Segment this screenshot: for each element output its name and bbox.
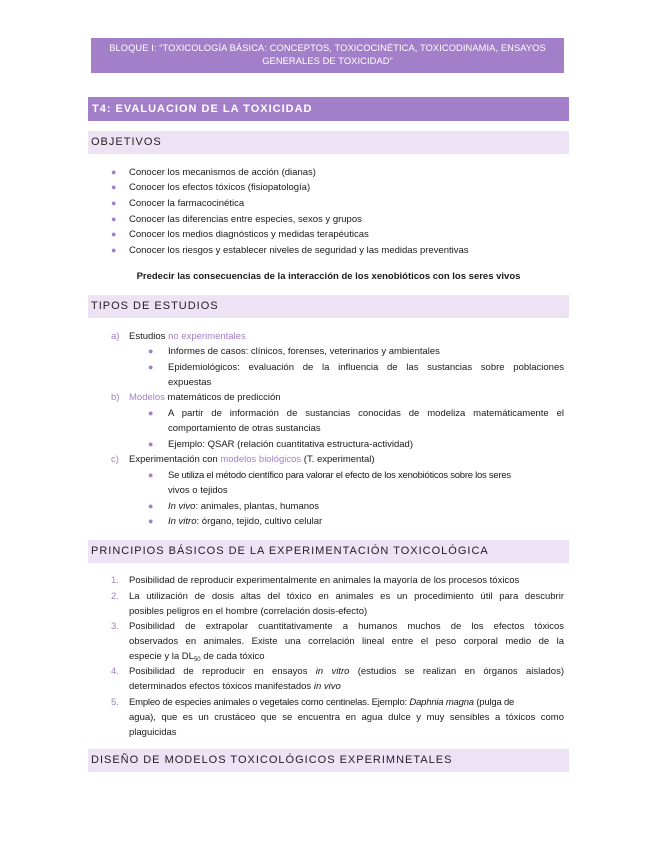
bullet-icon: ●: [111, 229, 117, 239]
principle-item: Posibilidad de reproducir experimentalmente en animales la mayoría de los procesos tóxicos: [129, 575, 520, 586]
list-marker-c: c): [111, 454, 119, 465]
principle-item: La utilización de dosis altas del tóxico en animales es un procedimiento útil para descubrir: [129, 591, 564, 602]
list-item: Conocer los riesgos y establecer niveles de seguridad y las medidas preventivas: [129, 245, 469, 256]
highlight-text: no experimentales: [168, 331, 246, 342]
sub-item: Informes de casos: clínicos, forenses, veterinarios y ambientales: [168, 346, 440, 357]
section-heading-objetivos: OBJETIVOS: [88, 131, 569, 154]
sub-item-cont: vivos o tejidos: [168, 485, 228, 496]
bullet-icon: ●: [111, 182, 117, 192]
principle-item-cont: plaguicidas: [129, 727, 177, 738]
sub-item-cont: expuestas: [168, 377, 212, 388]
principle-item: Empleo de especies animales o vegetales como centinelas. Ejemplo: Daphnia magna (pulga de: [129, 697, 515, 708]
sub-item: In vitro: órgano, tejido, cultivo celular: [168, 516, 323, 527]
highlight-text: modelos biológicos: [220, 454, 302, 465]
sub-item: Epidemiológicos: evaluación de la influencia de las sustancias sobre poblaciones: [168, 362, 564, 373]
sub-item-cont: comportamiento de otras sustancias: [168, 423, 321, 434]
sub-item: A partir de información de sustancias conocidas de modeliza matemáticamente el: [168, 408, 564, 419]
bullet-icon: ●: [148, 439, 154, 449]
bullet-icon: ●: [111, 198, 117, 208]
list-marker-a: a): [111, 331, 120, 342]
principle-item-cont: posibles peligros en el hombre (correlación dosis-efecto): [129, 606, 368, 617]
list-item: Conocer los mecanismos de acción (dianas): [129, 167, 316, 178]
list-item: Conocer la farmacocinética: [129, 198, 245, 209]
bullet-icon: ●: [148, 470, 154, 480]
section-heading-principios: PRINCIPIOS BÁSICOS DE LA EXPERIMENTACIÓN TOXICOLÓGICA: [88, 540, 569, 563]
list-item: Conocer los efectos tóxicos (fisiopatología): [129, 182, 311, 193]
banner-line-1: BLOQUE I: “TOXICOLOGÍA BÁSICA: CONCEPTOS, TOXICOCINÉTICA, TOXICODINAMIA, ENSAYOS: [109, 43, 546, 53]
list-marker-b: b): [111, 392, 120, 403]
bullet-icon: ●: [148, 516, 154, 526]
principle-item-cont: observados en animales. Existe una correlación lineal entre el peso corporal medio de la: [129, 636, 564, 647]
list-number: 5.: [111, 697, 119, 708]
study-type-c: Experimentación con modelos biológicos (T. experimental): [129, 454, 375, 465]
list-item: Conocer las diferencias entre especies, sexos y grupos: [129, 214, 362, 225]
sub-item: Se utiliza el método científico para valorar el efecto de los xenobióticos sobre los seres: [168, 470, 511, 481]
banner-line-2: GENERALES DE TOXICIDAD”: [262, 56, 393, 66]
section-heading-tipos: TIPOS DE ESTUDIOS: [88, 295, 569, 318]
study-type-a: Estudios no experimentales: [129, 331, 246, 342]
bullet-icon: ●: [148, 346, 154, 356]
principle-item-cont: determinados efectos tóxicos manifestados in vivo: [129, 681, 341, 692]
bullet-icon: ●: [111, 167, 117, 177]
bullet-icon: ●: [148, 408, 154, 418]
principle-item-cont: especie y la $DL_{50}$ de cada tóxico: [129, 651, 265, 663]
principle-item-cont: agua), que es un crustáceo que se encuentra en agua dulce y muy sensibles a tóxicos como: [129, 712, 564, 723]
study-type-b: Modelos matemáticos de predicción: [129, 392, 281, 403]
highlight-text: Modelos: [129, 392, 165, 403]
section-heading-diseno: DISEÑO DE MODELOS TOXICOLÓGICOS EXPERIMNETALES: [88, 749, 569, 772]
bullet-icon: ●: [111, 245, 117, 255]
block-banner: [91, 38, 564, 73]
bullet-icon: ●: [148, 501, 154, 511]
topic-title: T4: EVALUACION DE LA TOXICIDAD: [88, 97, 569, 121]
objetivos-conclusion: Predecir las consecuencias de la interacción de los xenobióticos con los seres vivos: [136, 271, 521, 282]
sub-item: Ejemplo: QSAR (relación cuantitativa estructura-actividad): [168, 439, 413, 450]
bullet-icon: ●: [148, 362, 154, 372]
principle-item: Posibilidad de extrapolar cuantitativamente a humanos muchos de los efectos tóxicos: [129, 621, 564, 632]
sub-item: In vivo: animales, plantas, humanos: [168, 501, 320, 512]
list-number: 4.: [111, 666, 119, 677]
list-number: 2.: [111, 591, 119, 602]
principle-item: Posibilidad de reproducir en ensayos in vitro (estudios se realizan en órganos aislados): [129, 666, 564, 677]
list-number: 3.: [111, 621, 119, 632]
list-number: 1.: [111, 575, 119, 586]
bullet-icon: ●: [111, 214, 117, 224]
list-item: Conocer los medios diagnósticos y medidas terapéuticas: [129, 229, 369, 240]
